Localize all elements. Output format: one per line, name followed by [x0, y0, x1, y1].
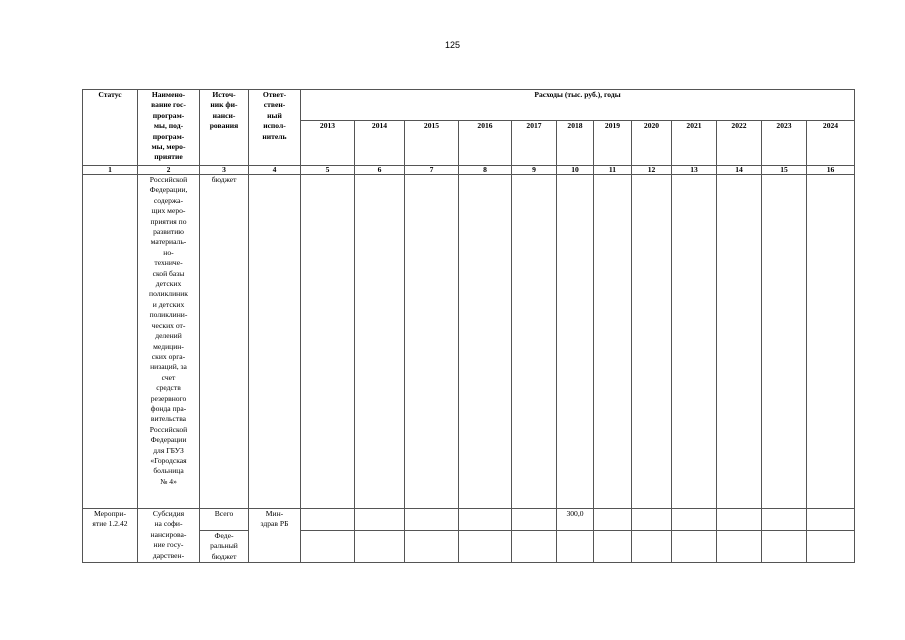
cont-name-cell: Российской Федерации, содержа- щих меро- приятия по развитию материаль- но- техниче- ской базы детских поликлиник и детских поликлини- ческих от- делений медицин- ских орга- низаций, за счет средств резервного фонда пра- вительства Российской Федерации для ГБУЗ «Городская больница № 4» [138, 175, 200, 509]
year-header-2013: 2013 [301, 121, 355, 166]
total-value-2014 [355, 509, 405, 531]
federal-value-2022 [717, 531, 762, 563]
year-header-2018: 2018 [557, 121, 594, 166]
column-number-2: 2 [138, 166, 200, 175]
event-row-total [83, 509, 855, 531]
header-status: Статус [83, 90, 138, 166]
header-row [83, 90, 855, 121]
federal-value-2015 [405, 531, 459, 563]
federal-value-2019 [594, 531, 632, 563]
header-executor: Ответ- ствен- ный испол- нитель [249, 90, 301, 166]
year-header-2016: 2016 [459, 121, 512, 166]
cont-value-2021 [672, 175, 717, 509]
column-number-6: 6 [355, 166, 405, 175]
continuation-row [83, 175, 855, 509]
cont-value-2019 [594, 175, 632, 509]
header-name: Наимено- вание гос- програм- мы, под- програм- мы, меро- приятие [138, 90, 200, 166]
year-header-2017: 2017 [512, 121, 557, 166]
federal-value-2020 [632, 531, 672, 563]
header-expenses: Расходы (тыс. руб.), годы [301, 90, 855, 121]
column-number-5: 5 [301, 166, 355, 175]
column-number-3: 3 [200, 166, 249, 175]
column-number-11: 11 [594, 166, 632, 175]
cont-value-2020 [632, 175, 672, 509]
column-number-10: 10 [557, 166, 594, 175]
total-value-2024 [807, 509, 855, 531]
year-header-2024: 2024 [807, 121, 855, 166]
cont-executor-cell [249, 175, 301, 509]
cont-value-2022 [717, 175, 762, 509]
year-header-2019: 2019 [594, 121, 632, 166]
budget-table [82, 89, 855, 563]
cont-value-2013 [301, 175, 355, 509]
column-number-12: 12 [632, 166, 672, 175]
cont-source-cell: бюджет [200, 175, 249, 509]
event-source-total-cell: Всего [200, 509, 249, 531]
year-header-2014: 2014 [355, 121, 405, 166]
year-header-2023: 2023 [762, 121, 807, 166]
total-value-2017 [512, 509, 557, 531]
federal-value-2014 [355, 531, 405, 563]
cont-value-2016 [459, 175, 512, 509]
cont-value-2024 [807, 175, 855, 509]
federal-value-2013 [301, 531, 355, 563]
cont-value-2023 [762, 175, 807, 509]
year-header-2020: 2020 [632, 121, 672, 166]
column-number-14: 14 [717, 166, 762, 175]
federal-value-2023 [762, 531, 807, 563]
total-value-2016 [459, 509, 512, 531]
event-name-cell: Субсидия на софи- нансирова- ние госу- дарствен- [138, 509, 200, 563]
column-number-7: 7 [405, 166, 459, 175]
total-value-2022 [717, 509, 762, 531]
federal-value-2018 [557, 531, 594, 563]
column-number-4: 4 [249, 166, 301, 175]
column-number-15: 15 [762, 166, 807, 175]
total-value-2015 [405, 509, 459, 531]
cont-status-cell [83, 175, 138, 509]
total-value-2013 [301, 509, 355, 531]
page-number: 125 [444, 40, 461, 50]
federal-value-2021 [672, 531, 717, 563]
column-number-8: 8 [459, 166, 512, 175]
header-source: Источ- ник фи- нанси- рования [200, 90, 249, 166]
column-number-9: 9 [512, 166, 557, 175]
column-number-16: 16 [807, 166, 855, 175]
federal-value-2024 [807, 531, 855, 563]
event-status-cell: Меропри- ятие 1.2.42 [83, 509, 138, 563]
total-value-2023 [762, 509, 807, 531]
cont-value-2018 [557, 175, 594, 509]
year-header-2015: 2015 [405, 121, 459, 166]
federal-value-2016 [459, 531, 512, 563]
total-value-2021 [672, 509, 717, 531]
cont-value-2014 [355, 175, 405, 509]
total-value-2020 [632, 509, 672, 531]
year-header-2021: 2021 [672, 121, 717, 166]
event-source-federal-cell: Феде- ральный бюджет [200, 531, 249, 563]
column-number-13: 13 [672, 166, 717, 175]
column-number-row [83, 166, 855, 175]
cont-value-2017 [512, 175, 557, 509]
column-number-1: 1 [83, 166, 138, 175]
year-header-2022: 2022 [717, 121, 762, 166]
total-value-2019 [594, 509, 632, 531]
federal-value-2017 [512, 531, 557, 563]
cont-value-2015 [405, 175, 459, 509]
total-value-2018: 300,0 [557, 509, 594, 531]
event-executor-cell: Мин- здрав РБ [249, 509, 301, 563]
